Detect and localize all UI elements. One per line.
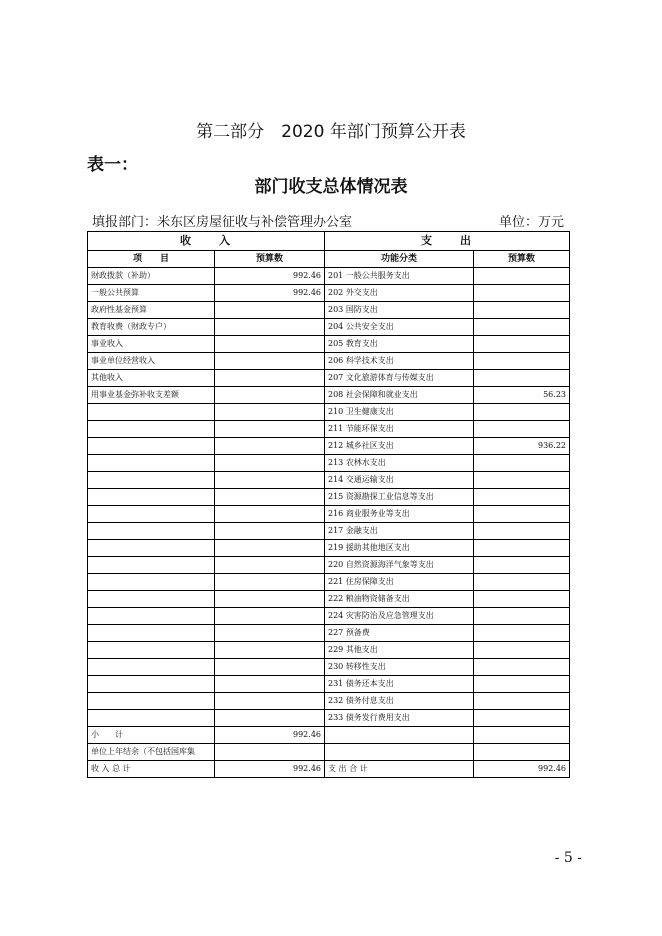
income-amount-cell: 992.46 <box>215 285 325 302</box>
income-item-cell <box>88 693 215 710</box>
expense-amount-cell <box>474 489 570 506</box>
expense-amount-cell <box>474 591 570 608</box>
part-title: 第二部分 2020 年部门预算公开表 <box>196 122 466 142</box>
income-amount-cell <box>215 506 325 523</box>
table-row <box>88 455 570 472</box>
income-item-cell <box>88 472 215 489</box>
table-row <box>88 472 570 489</box>
expense-item-cell: 214 交通运输支出 <box>325 472 474 489</box>
table-row <box>88 761 570 778</box>
table-row <box>88 370 570 387</box>
income-amount-cell <box>215 404 325 421</box>
expense-amount-cell <box>474 404 570 421</box>
income-item-cell <box>88 455 215 472</box>
table-row <box>88 421 570 438</box>
expense-amount-cell <box>474 608 570 625</box>
table-row <box>88 268 570 285</box>
table-row <box>88 404 570 421</box>
income-amount-cell: 992.46 <box>215 268 325 285</box>
expense-item-cell: 支 出 合 计 <box>325 761 474 778</box>
income-item-cell <box>88 506 215 523</box>
expense-amount-cell <box>474 693 570 710</box>
income-amount-cell <box>215 319 325 336</box>
income-amount-cell <box>215 438 325 455</box>
expense-amount-cell <box>474 540 570 557</box>
table-title: 部门收支总体情况表 <box>254 177 408 197</box>
income-item-cell: 事业收入 <box>88 336 215 353</box>
table-row <box>88 319 570 336</box>
item-header: 项 目 <box>88 251 215 268</box>
expense-item-cell: 221 住房保障支出 <box>325 574 474 591</box>
expense-item-cell: 231 债务还本支出 <box>325 676 474 693</box>
income-amount-cell <box>215 302 325 319</box>
table-label: 表一： <box>87 155 138 175</box>
income-item-cell <box>88 710 215 727</box>
income-item-cell <box>88 642 215 659</box>
table-row <box>88 489 570 506</box>
income-item-cell <box>88 625 215 642</box>
table-row <box>88 676 570 693</box>
table-row <box>88 693 570 710</box>
table-row <box>88 336 570 353</box>
income-amount-cell <box>215 557 325 574</box>
expense-item-cell: 204 公共安全支出 <box>325 319 474 336</box>
expense-item-cell <box>325 727 474 744</box>
expense-amount-cell <box>474 710 570 727</box>
expense-item-cell: 220 自然资源海洋气象等支出 <box>325 557 474 574</box>
expense-item-cell: 213 农林水支出 <box>325 455 474 472</box>
income-item-cell <box>88 421 215 438</box>
income-item-cell: 用事业基金弥补收支差额 <box>88 387 215 404</box>
expense-item-cell: 215 资源勘探工业信息等支出 <box>325 489 474 506</box>
income-amount-cell <box>215 744 325 761</box>
table-row <box>88 574 570 591</box>
income-amount-cell <box>215 608 325 625</box>
income-amount-cell <box>215 489 325 506</box>
unit-label: 单位：万元 <box>498 215 564 230</box>
budget-amount-header-2: 预算数 <box>474 251 570 268</box>
expense-amount-cell <box>474 659 570 676</box>
income-amount-cell <box>215 676 325 693</box>
expense-item-cell <box>325 744 474 761</box>
table-row <box>88 353 570 370</box>
expense-amount-cell <box>474 421 570 438</box>
expense-amount-cell <box>474 557 570 574</box>
expense-item-cell: 211 节能环保支出 <box>325 421 474 438</box>
income-amount-cell <box>215 523 325 540</box>
expense-item-cell: 210 卫生健康支出 <box>325 404 474 421</box>
income-amount-cell <box>215 421 325 438</box>
table-row <box>88 625 570 642</box>
income-header: 收 入 <box>88 232 325 251</box>
expense-amount-cell <box>474 455 570 472</box>
expense-amount-cell: 56.23 <box>474 387 570 404</box>
expense-amount-cell <box>474 472 570 489</box>
expense-item-cell: 227 预备费 <box>325 625 474 642</box>
income-amount-cell <box>215 693 325 710</box>
expense-item-cell: 222 粮油物资储备支出 <box>325 591 474 608</box>
income-item-cell: 财政拨款（补助） <box>88 268 215 285</box>
table-row <box>88 727 570 744</box>
expense-item-cell: 219 援助其他地区支出 <box>325 540 474 557</box>
expense-item-cell: 201 一般公共服务支出 <box>325 268 474 285</box>
table-row <box>88 591 570 608</box>
income-item-cell <box>88 574 215 591</box>
table-row <box>88 744 570 761</box>
expense-item-cell: 212 城乡社区支出 <box>325 438 474 455</box>
budget-table <box>87 231 570 778</box>
income-item-cell: 一般公共预算 <box>88 285 215 302</box>
income-amount-cell <box>215 472 325 489</box>
table-row <box>88 387 570 404</box>
expense-amount-cell <box>474 319 570 336</box>
expense-amount-cell <box>474 268 570 285</box>
expense-amount-cell <box>474 302 570 319</box>
income-item-cell <box>88 608 215 625</box>
table-row <box>88 642 570 659</box>
function-class-header: 功能分类 <box>325 251 474 268</box>
expense-item-cell: 232 债务付息支出 <box>325 693 474 710</box>
expense-amount-cell <box>474 744 570 761</box>
expense-item-cell: 208 社会保障和就业支出 <box>325 387 474 404</box>
expense-amount-cell <box>474 625 570 642</box>
expense-amount-cell: 992.46 <box>474 761 570 778</box>
income-amount-cell <box>215 710 325 727</box>
income-item-cell: 单位上年结余（不包括国库集 <box>88 744 215 761</box>
budget-amount-header: 预算数 <box>215 251 325 268</box>
income-item-cell <box>88 676 215 693</box>
expense-amount-cell <box>474 336 570 353</box>
expense-item-cell: 206 科学技术支出 <box>325 353 474 370</box>
expense-item-cell: 203 国防支出 <box>325 302 474 319</box>
table-row <box>88 557 570 574</box>
table-row <box>88 285 570 302</box>
expense-item-cell: 205 教育支出 <box>325 336 474 353</box>
income-item-cell <box>88 591 215 608</box>
income-amount-cell <box>215 336 325 353</box>
expense-item-cell: 217 金融支出 <box>325 523 474 540</box>
table-row <box>88 438 570 455</box>
expense-amount-cell <box>474 506 570 523</box>
expense-amount-cell <box>474 727 570 744</box>
expense-amount-cell <box>474 523 570 540</box>
expense-item-cell: 207 文化旅游体育与传媒支出 <box>325 370 474 387</box>
expense-item-cell: 224 灾害防治及应急管理支出 <box>325 608 474 625</box>
income-item-cell: 其他收入 <box>88 370 215 387</box>
income-amount-cell: 992.46 <box>215 761 325 778</box>
income-item-cell: 小 计 <box>88 727 215 744</box>
income-amount-cell <box>215 387 325 404</box>
income-item-cell <box>88 489 215 506</box>
income-amount-cell <box>215 574 325 591</box>
income-amount-cell <box>215 353 325 370</box>
table-row <box>88 659 570 676</box>
income-amount-cell <box>215 659 325 676</box>
expense-amount-cell <box>474 353 570 370</box>
expense-header: 支 出 <box>325 232 570 251</box>
income-item-cell <box>88 540 215 557</box>
income-item-cell <box>88 404 215 421</box>
expense-item-cell: 202 外交支出 <box>325 285 474 302</box>
income-item-cell: 政府性基金预算 <box>88 302 215 319</box>
table-row <box>88 523 570 540</box>
page-number: - 5 - <box>554 850 582 866</box>
expense-amount-cell <box>474 285 570 302</box>
expense-amount-cell <box>474 574 570 591</box>
income-amount-cell: 992.46 <box>215 727 325 744</box>
income-item-cell: 收 入 总 计 <box>88 761 215 778</box>
table-row <box>88 302 570 319</box>
income-amount-cell <box>215 625 325 642</box>
expense-item-cell: 229 其他支出 <box>325 642 474 659</box>
expense-amount-cell: 936.22 <box>474 438 570 455</box>
table-row <box>88 608 570 625</box>
expense-item-cell: 230 转移性支出 <box>325 659 474 676</box>
expense-amount-cell <box>474 370 570 387</box>
expense-amount-cell <box>474 642 570 659</box>
table-row <box>88 710 570 727</box>
income-amount-cell <box>215 455 325 472</box>
income-amount-cell <box>215 591 325 608</box>
income-item-cell: 事业单位经营收入 <box>88 353 215 370</box>
income-item-cell <box>88 523 215 540</box>
income-amount-cell <box>215 642 325 659</box>
table-row <box>88 540 570 557</box>
expense-item-cell: 233 债务发行费用支出 <box>325 710 474 727</box>
income-amount-cell <box>215 540 325 557</box>
income-item-cell: 教育收费（财政专户） <box>88 319 215 336</box>
income-amount-cell <box>215 370 325 387</box>
table-row <box>88 506 570 523</box>
income-item-cell <box>88 557 215 574</box>
income-item-cell <box>88 659 215 676</box>
department-label: 填报部门：米东区房屋征收与补偿管理办公室 <box>92 215 353 230</box>
expense-amount-cell <box>474 676 570 693</box>
expense-item-cell: 216 商业服务业等支出 <box>325 506 474 523</box>
income-item-cell <box>88 438 215 455</box>
